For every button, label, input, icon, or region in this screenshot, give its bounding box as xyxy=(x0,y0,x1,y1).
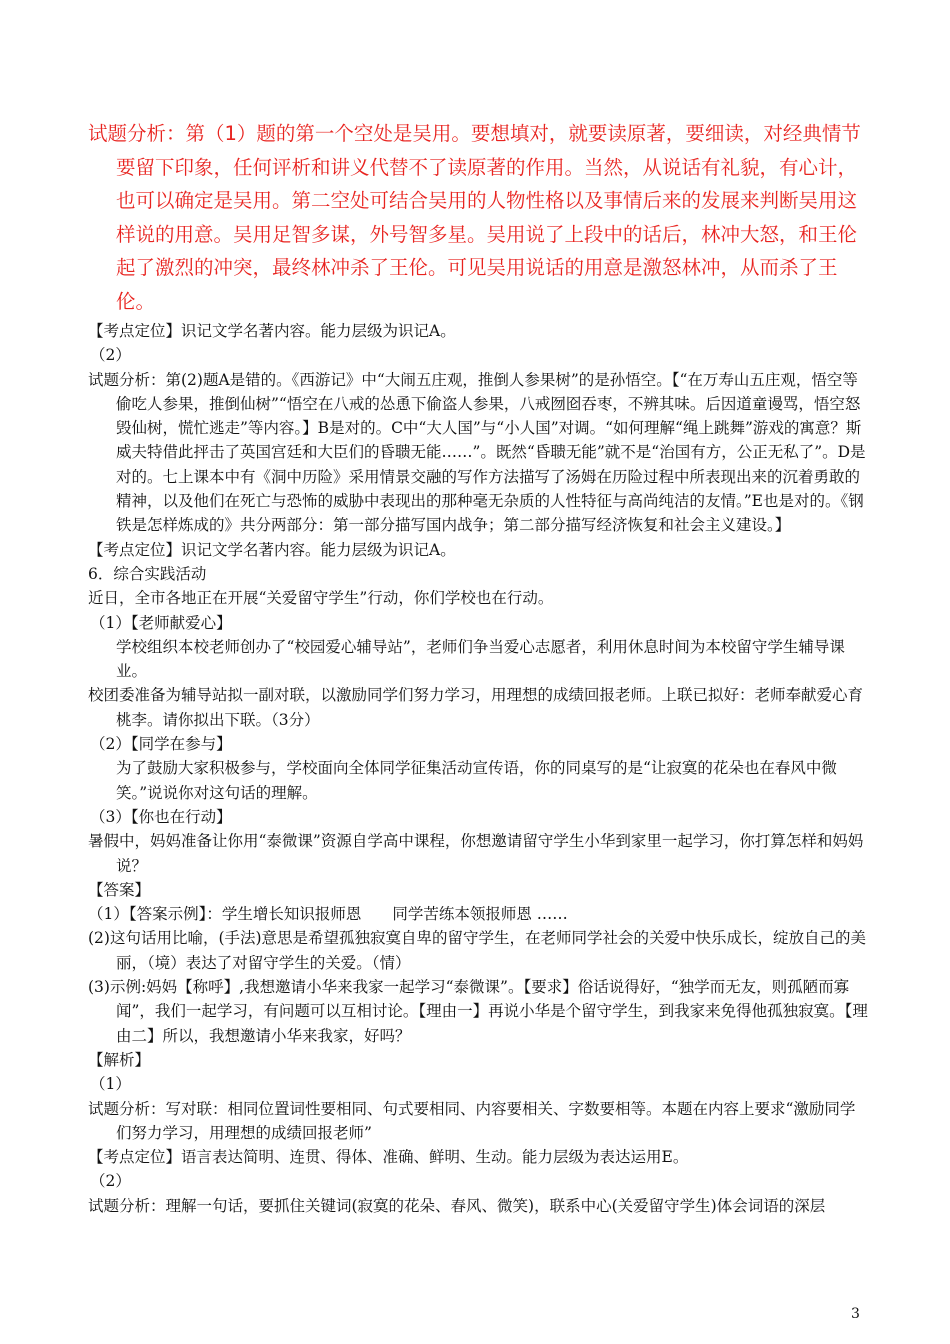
kaodian-2: 【考点定位】识记文学名著内容。能力层级为识记A。 xyxy=(88,540,456,559)
sub3-title: （3）【你也在行动】 xyxy=(90,807,232,826)
kaodian-1: 【考点定位】识记文学名著内容。能力层级为识记A。 xyxy=(88,322,456,340)
kaodian-3: 【考点定位】语言表达简明、连贯、得体、准确、鲜明、生动。能力层级为表达运用E。 xyxy=(88,1148,689,1167)
sub1-text: 学校组织本校老师创办了“校园爱心辅导站”，老师们争当爱心志愿者，利用休息时间为本校留守学生辅导课业。 xyxy=(116,637,845,681)
jiexi-2-label: （2） xyxy=(90,1172,131,1191)
analysis-red-paragraph: 试题分析：第（1）题的第一个空处是吴用。要想填对，就要读原著，要细读，对经典情节要留下印象，任何评析和讲义代替不了读原著的作用。当然，从说话有礼貌，有心计，也可以确定是吴用。第二空处可结合吴用的人物性格以及事情后来的发展来判断吴用这样说的用意。吴用足智多谋，外号智多星。吴用说了上段中的话后，林冲大怒，和王伦起了激烈的冲突，最终林冲杀了王伦。可见吴用说话的用意是激怒林冲，从而杀了王伦。 xyxy=(88,122,861,313)
sub2-text: 为了鼓励大家积极参与，学校面向全体同学征集活动宣传语，你的同桌写的是“让寂寞的花朵也在春风中微笑。”说说你对这句话的理解。 xyxy=(116,759,837,802)
sub2-title: （2）【同学在参与】 xyxy=(90,735,232,754)
answer-1: （1）【答案示例】：学生增长知识报师恩 同学苦练本领报师恩 …… xyxy=(88,905,568,924)
question-6-intro: 近日，全市各地正在开展“关爱留守学生”行动，你们学校也在行动。 xyxy=(88,589,554,608)
page-number: 3 xyxy=(851,1306,860,1322)
page-content xyxy=(88,117,870,1218)
sub3-text: 暑假中，妈妈准备让你用“泰微课”资源自学高中课程，你想邀请留守学生小华到家里一起学习，你打算怎样和妈妈说？ xyxy=(88,832,864,875)
sub1-task: 校团委准备为辅导站拟一副对联，以激励同学们努力学习，用理想的成绩回报老师。上联已拟好：老师奉献爱心育桃李。请你拟出下联。（3分） xyxy=(88,686,864,729)
answer-3: (3)示例:妈妈【称呼】,我想邀请小华来我家一起学习“泰微课”。【要求】俗话说得好，“独学而无友，则孤陋而寡闻”，我们一起学习，有问题可以互相讨论。【理由一】再说小华是个留守学生，到我家来免得他孤独寂寞。【理由二】所以，我想邀请小华来我家，好吗？ xyxy=(88,978,868,1045)
jiexi-1-label: （1） xyxy=(90,1075,131,1094)
answer-2: (2)这句话用比喻，(手法)意思是希望孤独寂寞自卑的留守学生，在老师同学社会的关爱中快乐成长，绽放自己的美丽，（境）表达了对留守学生的关爱。（情） xyxy=(88,929,867,972)
analysis-2-paragraph: 试题分析：第(2)题A是错的。《西游记》中“大闹五庄观，推倒人参果树”的是孙悟空。【“在万寿山五庄观，悟空等偷吃人参果，推倒仙树”“悟空在八戒的怂恿下偷盗人参果，八戒囫囵吞枣，不辨其味。后因道童谩骂，悟空怒毁仙树，慌忙逃走”等内容。】B是对的。C中“大人国”与“小人国”对调。“如何理解“绳上跳舞”游戏的寓意？斯威夫特借此抨击了英国宫廷和大臣们的昏聩无能……”。既然“昏聩无能”就不是“治国有方，公正无私了”。D是对的。七上课本中有《洞中历险》采用情景交融的写作方法描写了汤姆在历险过程中所表现出来的沉着勇敢的精神，以及他们在死亡与恐怖的威胁中表现出的那种毫无杂质的人性特征与高尚纯洁的友情。”E也是对的。《钢铁是怎样炼成的》共分两部分：第一部分描写国内战争；第二部分描写经济恢复和社会主义建设。】 xyxy=(88,370,866,535)
sub1-title: （1）【老师献爱心】 xyxy=(90,613,232,632)
jiexi-label: 【解析】 xyxy=(88,1050,151,1069)
question-6-title: 6．综合实践活动 xyxy=(88,564,207,583)
jiexi-1-text: 试题分析：写对联：相同位置词性要相同、句式要相同、内容要相关、字数要相等。本题在内容上要求“激励同学们努力学习，用理想的成绩回报老师” xyxy=(88,1099,856,1142)
answer-label: 【答案】 xyxy=(88,880,151,899)
part2-label: （2） xyxy=(90,346,131,365)
jiexi-2-text: 试题分析：理解一句话，要抓住关键词(寂寞的花朵、春风、微笑)，联系中心(关爱留守学生)体会词语的深层 xyxy=(88,1196,826,1215)
